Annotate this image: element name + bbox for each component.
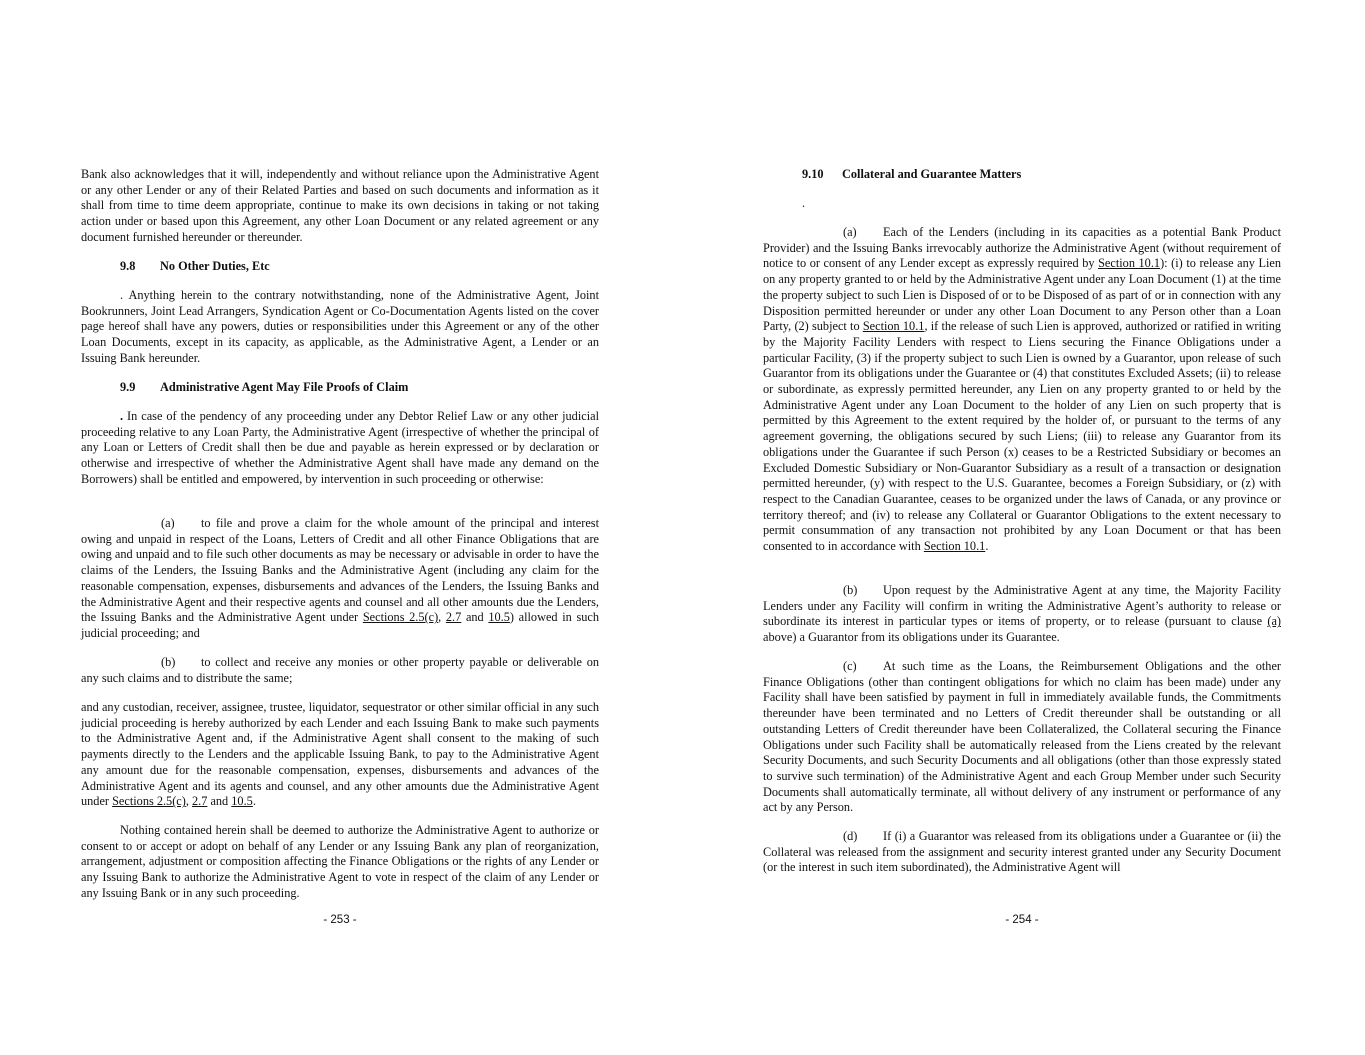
section-title: Collateral and Guarantee Matters [842,167,1022,181]
page-number: - 254 - [1005,914,1039,926]
paragraph-custodian: and any custodian, receiver, assignee, trustee, liquidator, sequestrator or other similar official in any such judicial proceeding is hereby authorized by each Lender and each Issuing Bank to make such payments to the Administrative Agent and, if the Administrative Agent shall consent to the making of such payments directly to the Lenders and the applicable Issuing Bank, to pay to the Administrative Agent any amount due for the reasonable compensation, expenses, disbursements and advances of the Administrative Agent and its agents and counsel, and any other amounts due the Administrative Agent under Sections 2.5(c), 2.7 and 10.5. [81,700,599,809]
section-dot: . [120,409,124,423]
clause-b: (b) to collect and receive any monies or other property payable or deliverable on any such claims and to distribute the same; [81,655,599,685]
paragraph-nothing-contained: Nothing contained herein shall be deemed to authorize the Administrative Agent to authorize or consent to or accept or adopt on behalf of any Lender or any Issuing Bank any plan of reorganization, arrangement, adjustment or composition affecting the Finance Obligations or the rights of any Lender or any Issuing Bank to authorize the Administrative Agent to vote in respect of the claim of any Lender or any Issuing Bank or in any such proceeding. [81,823,599,900]
right-page [763,0,1281,1055]
section-number: 9.9 [120,380,136,394]
paragraph-proofs-of-claim: . In case of the pendency of any proceeding under any Debtor Relief Law or any other judicial proceeding relative to any Loan Party, the Administrative Agent (irrespective of whether the principal of any Loan or Letters of Credit shall then be due and payable as herein expressed or by declaration or otherwise and irrespective of whether the Administrative Agent shall have made any demand on the Borrowers) shall be entitled and empowered, by intervention in such proceeding or otherwise: [81,409,599,486]
clause-label: (b) [843,583,858,597]
clause-a: (a) Each of the Lenders (including in its capacities as a potential Bank Product Provider) and the Issuing Banks irrevocably authorize the Administrative Agent (without requirement of notice to or consent of any Lender except as expressly required by Section 10.1): (i) to release any Lien on any property granted to or held by the Administrative Agent under any Loan Document (1) at the time the property subject to such Lien is Disposed of or to be Disposed of as part of or in connection with any Disposition permitted hereunder or under any other Loan Document to any Person other than a Loan Party, (2) subject to Section 10.1, if the release of such Lien is approved, authorized or ratified in writing by the Majority Facility Lenders with respect to Liens securing the Finance Obligations under a particular Facility, (3) if the property subject to such Lien is owned by a Guarantor, upon release of such Guarantor from its obligations under the Guarantee or (4) that constitutes Excluded Assets; (ii) to release or subordinate, as expressly permitted hereunder, any Lien on any property granted to or held by the Administrative Agent under any Loan Document to the holder of any Lien on such property that is permitted by this Agreement to the extent required by the holder of, or pursuant to the terms of any agreement governing, the obligations secured by such Liens; (iii) to release any Guarantor from its obligations under the Guarantee if such Person (x) ceases to be a Restricted Subsidiary or becomes an Excluded Domestic Subsidiary or Non-Guarantor Subsidiary as a result of a transaction or designation permitted hereunder, (y) with respect to the U.S. Guarantee, becomes a Foreign Subsidiary, or (z) with respect to the Canadian Guarantee, ceases to be organized under the laws of Canada, or any province or territory thereof; and (iv) to release any Collateral or Guarantor Obligations to the extent necessary to permit consummation of any transaction not prohibited by any Loan Document or that has been consented to in accordance with Section 10.1. [763,225,1281,554]
paragraph-no-other-duties: . Anything herein to the contrary notwithstanding, none of the Administrative Agent, Joint Bookrunners, Joint Lead Arrangers, Syndication Agent or Co-Documentation Agents listed on the cover page hereof shall have any powers, duties or responsibilities under this Agreement or any of the other Loan Documents, except in its capacity, as applicable, as the Administrative Agent, a Lender or an Issuing Bank hereunder. [81,288,599,365]
clause-label: (a) [843,225,857,239]
section-reference: 10.5 [231,794,253,809]
clause-d: (d) If (i) a Guarantor was released from its obligations under a Guarantee or (ii) the Collateral was released from the assignment and security interest granted under any Security Document (or the interest in such item subordinated), the Administrative Agent will [763,829,1281,875]
clause-b: (b) Upon request by the Administrative Agent at any time, the Majority Facility Lenders under any Facility will confirm in writing the Administrative Agent’s authority to release or subordinate its interest in particular types or items of property, or to release (pursuant to clause (a) above) a Guarantor from its obligations under its Guarantee. [763,583,1281,645]
section-title: Administrative Agent May File Proofs of Claim [160,380,409,394]
section-title: No Other Duties, Etc [160,259,270,273]
clause-label: (c) [843,659,857,673]
section-reference: Sections 2.5(c) [362,610,439,625]
section-heading-9-10 [802,167,1021,183]
clause-a: (a) to file and prove a claim for the whole amount of the principal and interest owing and unpaid in respect of the Loans, Letters of Credit and all other Finance Obligations that are owing and unpaid and to file such other documents as may be necessary or advisable in order to have the claims of the Lenders, the Issuing Banks and the Administrative Agent (including any claim for the reasonable compensation, expenses, disbursements and advances of the Lenders, the Issuing Banks and the Administrative Agent and their respective agents and counsel and all other amounts due the Lenders, the Issuing Banks and the Administrative Agent under Sections 2.5(c), 2.7 and 10.5) allowed in such judicial proceeding; and [81,516,599,640]
page-number: - 253 - [323,914,357,926]
left-page [81,0,599,1055]
clause-reference: (a) [1267,614,1281,629]
section-reference: 10.5 [488,610,510,625]
clause-label: (a) [161,516,175,530]
clause-c: (c) At such time as the Loans, the Reimbursement Obligations and the other Finance Obligations (other than contingent obligations for which no claim has been made) under any Facility shall have been satisfied by payment in full in immediately available funds, the Commitments thereunder have been terminated and no Letters of Credit thereunder shall be outstanding or all outstanding Letters of Credit thereunder have been Collateralized, the Collateral securing the Finance Obligations under such Facility shall be automatically released from the Liens created by the relevant Security Documents, and such Security Documents and all obligations (other than those expressly stated to survive such termination) of the Administrative Agent and each Group Member under such Security Documents shall automatically terminate, all without delivery of any instrument or performance of any act by any Person. [763,659,1281,815]
section-reference: Section 10.1 [923,539,986,554]
section-heading-9-9 [120,380,408,396]
section-reference: Section 10.1 [862,319,925,334]
clause-label: (d) [843,829,858,843]
paragraph-bank-acknowledges: Bank also acknowledges that it will, independently and without reliance upon the Administrative Agent or any other Lender or any of their Related Parties and based on such documents and information as it shall from time to time deem appropriate, continue to make its own decisions in taking or not taking action under or based upon this Agreement, any other Loan Document or any related agreement or any document furnished hereunder or thereunder. [81,167,599,244]
section-reference: Section 10.1 [1098,256,1161,271]
section-reference: 2.7 [192,794,208,809]
section-heading-9-8 [120,259,270,275]
section-dot: . [802,196,806,210]
section-number: 9.8 [120,259,136,273]
section-reference: Sections 2.5(c) [112,794,186,809]
section-number: 9.10 [802,167,824,181]
section-reference: 2.7 [445,610,462,625]
clause-label: (b) [161,655,176,669]
